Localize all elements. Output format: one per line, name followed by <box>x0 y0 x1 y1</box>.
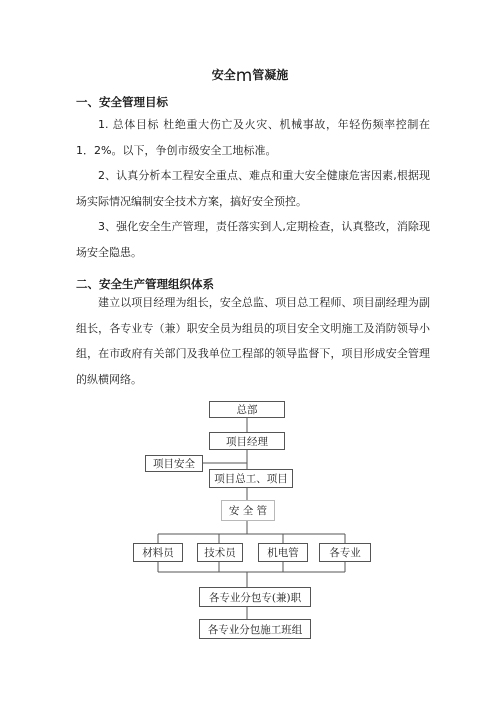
org-box-project-manager: 项目经理 <box>209 432 285 450</box>
paragraph-goal-3: 3、强化安全生产管理，责任落实到人,定期检查，认真整改，消除现场安全隐患。 <box>76 220 430 259</box>
org-box-all-specialties: 各专业 <box>319 543 371 562</box>
org-box-electromechanical: 机电管 <box>258 543 308 562</box>
section-heading-goals: 一、安全管理目标 <box>76 95 168 109</box>
paragraph-goal-1: 1. 总体目标 杜绝重大伤亡及火灾、机械事故，年轻伤频率控制在1．2%。以下，争创市级安全工地标准。 <box>76 118 430 157</box>
org-box-sub-team: 各专业分包施工班组 <box>199 619 311 639</box>
org-box-sub-safety: 各专业分包专(兼)职 <box>199 587 311 607</box>
section-heading-organization: 二、安全生产管理组织体系 <box>76 277 214 291</box>
org-box-headquarters: 总部 <box>209 401 285 418</box>
org-box-project-safety: 项目安全 <box>145 455 203 472</box>
org-box-technician: 技术员 <box>197 543 243 562</box>
org-box-chief-engineer: 项目总工、项目 <box>209 469 293 488</box>
org-box-materials: 材料员 <box>133 543 183 562</box>
title-prefix: 安全 <box>211 68 236 82</box>
paragraph-goal-2: 2、认真分析本工程安全重点、难点和重大安全健康危害因素,根据现场实际情况编制安全技术方案，搞好安全预控。 <box>76 169 430 208</box>
paragraph-organization: 建立以项目经理为组长，安全总监、项目总工程师、项目副经理为副组长，各专业专（兼）职安全员为组员的项目安全文明施工及消防领导小组，在市政府有关部门及我单位工程部的领导监督下，项目形成安全管理的纵横网络。 <box>76 296 430 386</box>
title-glyph: m <box>235 66 253 86</box>
title-suffix: 管凝施 <box>252 68 289 82</box>
org-box-safety-management: 安 全 管 <box>221 500 275 521</box>
